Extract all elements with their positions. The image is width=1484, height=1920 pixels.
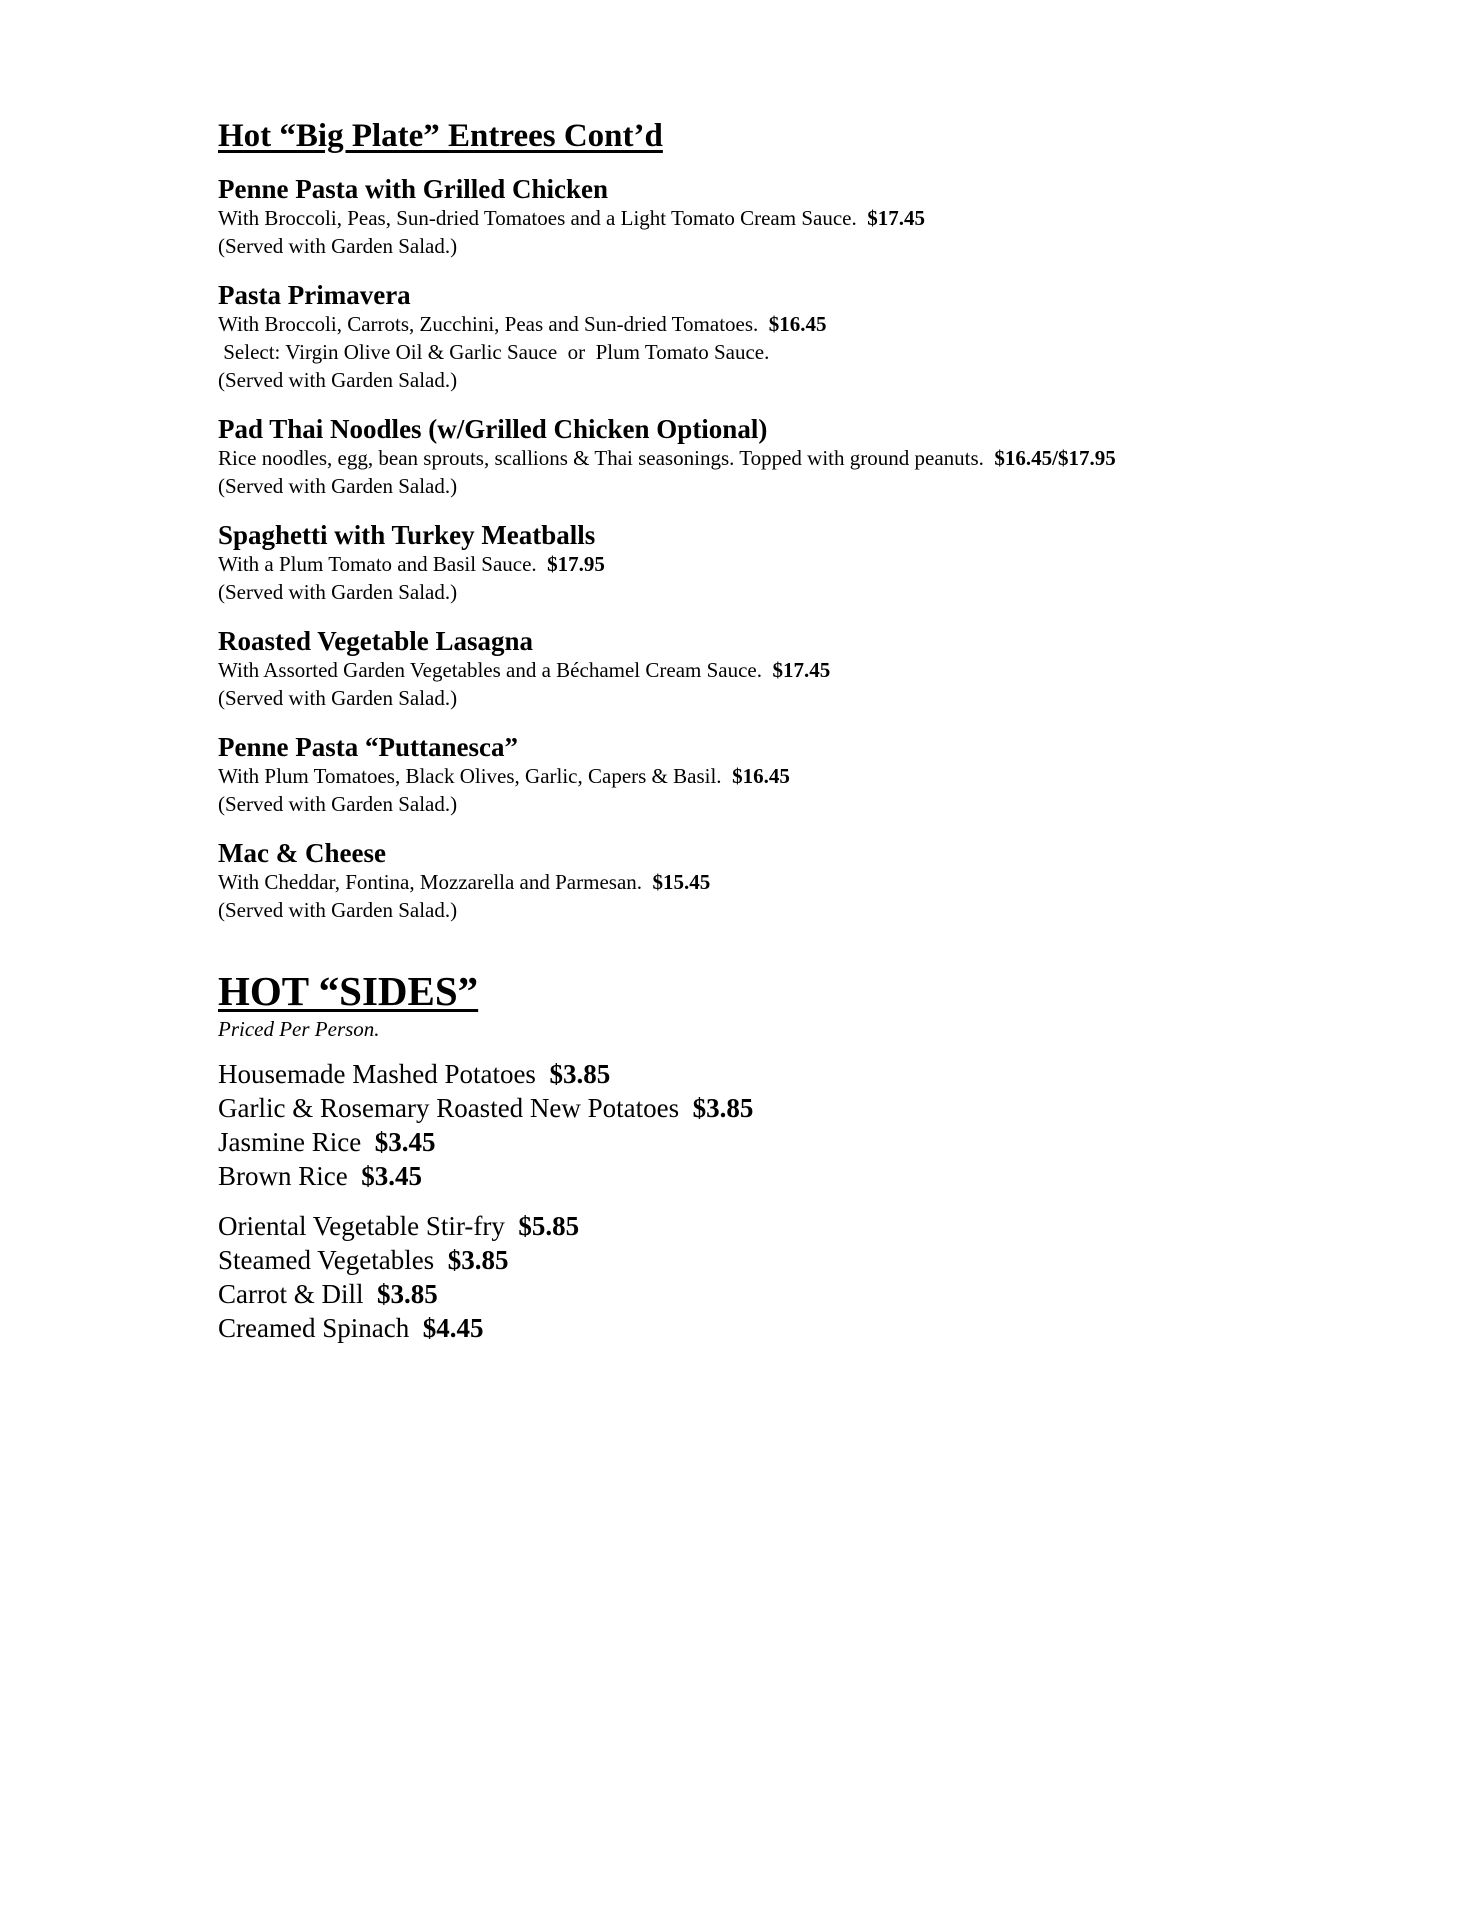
entree-sauce-option: Select: Virgin Olive Oil & Garlic Sauce or Plum Tomato Sauce. xyxy=(218,339,770,364)
entree-price: $17.95 xyxy=(547,551,605,576)
entree-name: Pad Thai Noodles (w/Grilled Chicken Optional) xyxy=(218,413,768,444)
entree-description-text: With Plum Tomatoes, Black Olives, Garlic, Capers & Basil. xyxy=(218,763,722,788)
entree-note: (Served with Garden Salad.) xyxy=(218,685,458,710)
entree-note: (Served with Garden Salad.) xyxy=(218,791,458,816)
entree-name: Penne Pasta “Puttanesca” xyxy=(218,731,518,762)
side-price: $5.85 xyxy=(518,1211,580,1242)
entree-description-text: With a Plum Tomato and Basil Sauce. xyxy=(218,551,537,576)
entree-description-text: With Broccoli, Peas, Sun-dried Tomatoes and a Light Tomato Cream Sauce. xyxy=(218,205,857,230)
entree-item xyxy=(218,626,1418,712)
entree-description xyxy=(218,868,1418,896)
entree-name: Penne Pasta with Grilled Chicken xyxy=(218,173,608,204)
side-name: Housemade Mashed Potatoes xyxy=(218,1059,536,1090)
entree-price: $16.45/$17.95 xyxy=(994,445,1116,470)
entree-note: (Served with Garden Salad.) xyxy=(218,579,458,604)
side-item xyxy=(218,1057,1418,1091)
entree-description xyxy=(218,204,1418,232)
side-price: $3.45 xyxy=(361,1161,422,1192)
entree-price: $15.45 xyxy=(652,869,711,894)
entree-description xyxy=(218,550,1418,578)
entree-name: Mac & Cheese xyxy=(218,837,386,868)
menu-page xyxy=(218,118,1418,1361)
side-name: Creamed Spinach xyxy=(218,1313,410,1344)
entree-item xyxy=(218,280,1418,394)
entree-description xyxy=(218,444,1418,472)
side-item xyxy=(218,1277,1418,1311)
sides-section xyxy=(218,968,1418,1345)
entree-note: (Served with Garden Salad.) xyxy=(218,897,458,922)
side-item xyxy=(218,1125,1418,1159)
entree-note: (Served with Garden Salad.) xyxy=(218,233,458,258)
side-price: $3.45 xyxy=(374,1127,436,1158)
side-price: $3.85 xyxy=(549,1059,611,1090)
side-price: $3.85 xyxy=(447,1245,509,1276)
entree-description-text: With Assorted Garden Vegetables and a Béchamel Cream Sauce. xyxy=(218,657,763,682)
sides-heading: HOT “SIDES” xyxy=(218,967,479,1014)
entree-item xyxy=(218,414,1418,500)
entree-name: Pasta Primavera xyxy=(218,279,411,310)
side-item xyxy=(218,1209,1418,1243)
side-name: Steamed Vegetables xyxy=(218,1245,435,1276)
entrees-heading: Hot “Big Plate” Entrees Cont’d xyxy=(218,118,663,154)
entree-description xyxy=(218,310,1418,338)
entree-description-text: With Cheddar, Fontina, Mozzarella and Parmesan. xyxy=(218,869,643,894)
entree-item xyxy=(218,174,1418,260)
side-name: Brown Rice xyxy=(218,1161,348,1192)
side-item xyxy=(218,1091,1418,1125)
entree-description xyxy=(218,762,1418,790)
side-price: $3.85 xyxy=(376,1279,438,1310)
entree-price: $17.45 xyxy=(772,657,831,682)
side-group-starches xyxy=(218,1057,1418,1193)
side-item xyxy=(218,1243,1418,1277)
entree-item xyxy=(218,520,1418,606)
side-name: Jasmine Rice xyxy=(218,1127,362,1158)
entree-price: $16.45 xyxy=(768,311,827,336)
entree-note: (Served with Garden Salad.) xyxy=(218,367,458,392)
side-price: $3.85 xyxy=(692,1093,754,1124)
entree-price: $17.45 xyxy=(867,205,925,230)
side-item xyxy=(218,1311,1418,1345)
side-price: $4.45 xyxy=(422,1313,484,1344)
side-name: Carrot & Dill xyxy=(218,1279,364,1310)
entree-item xyxy=(218,732,1418,818)
entree-description-text: Rice noodles, egg, bean sprouts, scallions & Thai seasonings. Topped with ground peanuts. xyxy=(218,445,984,470)
sides-subtitle: Priced Per Person. xyxy=(218,1017,380,1042)
side-item xyxy=(218,1159,1418,1193)
entree-list xyxy=(218,174,1418,924)
entree-name: Roasted Vegetable Lasagna xyxy=(218,625,534,656)
entree-item xyxy=(218,838,1418,924)
side-group-vegetables xyxy=(218,1209,1418,1345)
side-name: Garlic & Rosemary Roasted New Potatoes xyxy=(218,1093,680,1124)
entree-description-text: With Broccoli, Carrots, Zucchini, Peas and Sun-dried Tomatoes. xyxy=(218,311,759,336)
entree-note: (Served with Garden Salad.) xyxy=(218,473,458,498)
entree-price: $16.45 xyxy=(732,763,790,788)
side-name: Oriental Vegetable Stir-fry xyxy=(218,1211,505,1242)
entree-description xyxy=(218,656,1418,684)
entree-name: Spaghetti with Turkey Meatballs xyxy=(218,519,596,550)
